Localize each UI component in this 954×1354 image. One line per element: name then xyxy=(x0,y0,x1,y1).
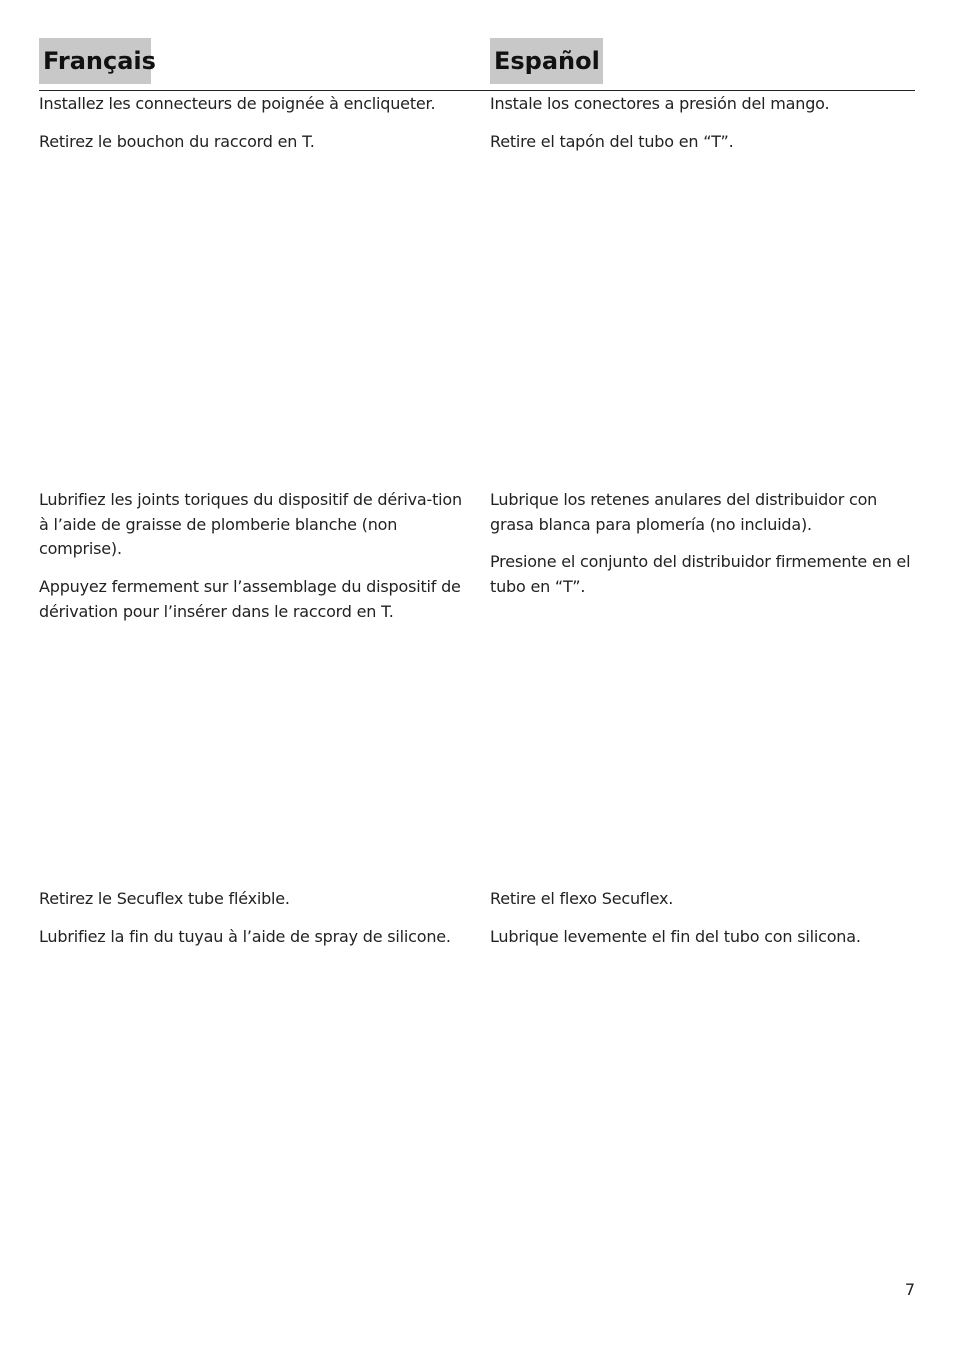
es-step-1-text-2: Retire el tapón del tubo en “T”. xyxy=(490,132,734,151)
header-divider xyxy=(39,90,915,91)
fr-step-1-text-2: Retirez le bouchon du raccord en T. xyxy=(39,132,315,151)
es-step-3-text-2: Lubrique levemente el fin del tubo con silicona. xyxy=(490,927,861,946)
fr-step-3-text-2: Lubrifiez la fin du tuyau à l’aide de spray de silicone. xyxy=(39,927,451,946)
fr-step-1-text-1: Installez les connecteurs de poignée à encliqueter. xyxy=(39,94,436,113)
es-step-2-text-2: Presione el conjunto del distribuidor firmemente en el tubo en “T”. xyxy=(490,552,911,596)
fr-step-2-text-1: Lubrifiez les joints toriques du dispositif de dériva-tion à l’aide de graisse de plomberie blanche (non comprise). xyxy=(39,490,462,558)
es-step-2-text-1: Lubrique los retenes anulares del distribuidor con grasa blanca para plomería (no incluida). xyxy=(490,490,878,534)
heading-french: Français xyxy=(39,38,151,84)
fr-step-2-text-2: Appuyez fermement sur l’assemblage du dispositif de dérivation pour l’insérer dans le raccord en T. xyxy=(39,577,461,621)
es-step-1-text-1: Instale los conectores a presión del mango. xyxy=(490,94,830,113)
es-step-3-text-1: Retire el flexo Secuflex. xyxy=(490,889,674,908)
heading-spanish: Español xyxy=(490,38,603,84)
page-number: 7 xyxy=(904,1280,915,1299)
fr-step-3-text-1: Retirez le Secuflex tube fléxible. xyxy=(39,889,290,908)
